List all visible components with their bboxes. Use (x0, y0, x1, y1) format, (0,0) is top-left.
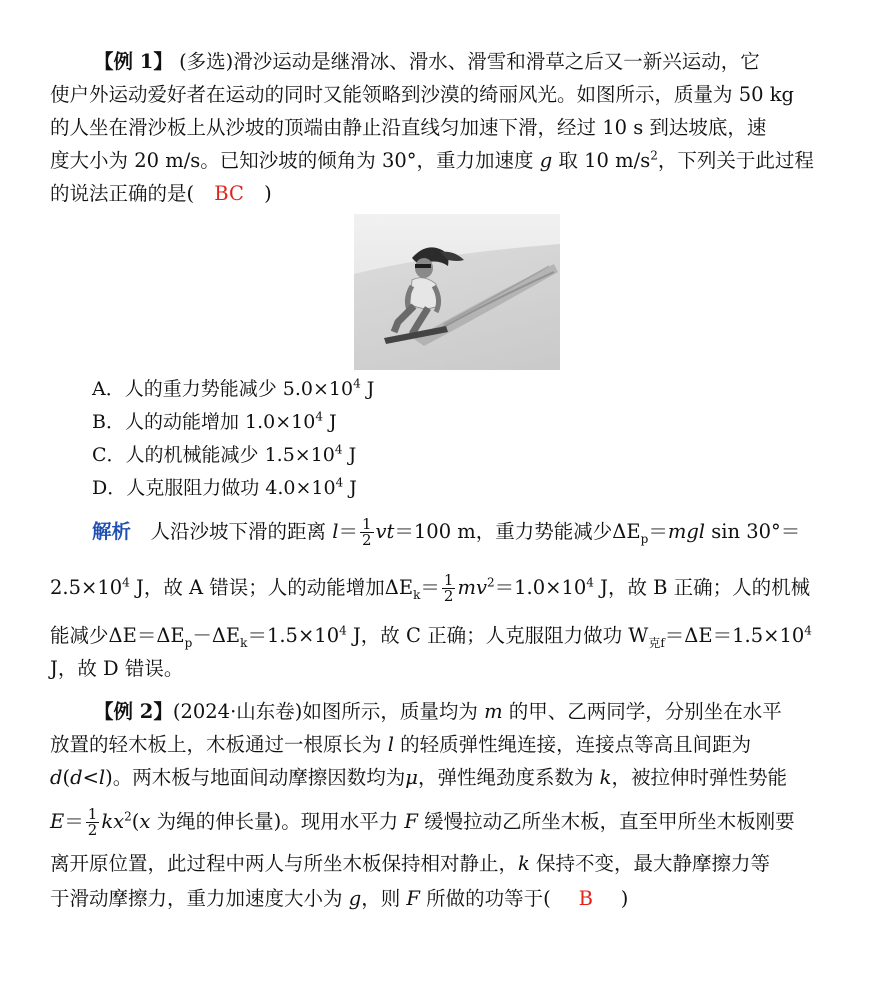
ex1-label: 【例 1】 (94, 50, 173, 73)
option-a: A．人的重力势能减少 $5.0\times 10^4$ J (92, 376, 375, 400)
ex2-line-6: 于滑动摩擦力，重力加速度大小为 g，则 F 所做的功等于( B ) (50, 883, 820, 915)
option-d: D．人克服阻力做功 $4.0\times 10^4$ J (92, 475, 357, 499)
ex2-line-3: d(d<l)。两木板与地面间动摩擦因数均为μ，弹性绳劲度系数为 k，被拉伸时弹性势能 (50, 766, 787, 789)
fraction-half: $\frac{1}{2}$ (443, 571, 454, 605)
option-c: C．人的机械能减少 $1.5\times 10^4$ J (92, 442, 357, 466)
ex2-label: 【例 2】 (94, 700, 173, 723)
solution-line-3: 能减少$\Delta E=\Delta E_p-\Delta E_k=1.5\times 10^4$ J，故 C 正确；人克服阻力做功 $W_{克f}=\Delta E=1.5\times 10^4$ (50, 623, 812, 650)
ex2-line-2: 放置的轻木板上，木板通过一根原长为 l 的轻质弹性绳连接，连接点等高且间距为 (50, 733, 752, 756)
option-b: B．人的动能增加 $1.0\times 10^4$ J (92, 409, 337, 433)
ex1-line-5: 的说法正确的是( BC ) (50, 178, 820, 210)
ex2-answer: B (578, 887, 593, 910)
solution-line-4: J，故 D 错误。 (50, 657, 184, 680)
ex2-line-4: E＝ $\frac{1}{2}$ $kx^2(x$ 为绳的伸长量)。现用水平力 F 缓慢拉动乙所坐木板，直至甲所坐木板刚要 (50, 805, 795, 839)
ex1-answer: BC (214, 182, 244, 205)
fraction-half: $\frac{1}{2}$ (361, 515, 372, 549)
solution-line-1: 解析 人沿沙坡下滑的距离 l＝ $\frac{1}{2}$ vt＝100 m，重力势能减少$\Delta E_p=mgl$ sin 30°＝ (92, 515, 801, 549)
ex1-line-2: 使户外运动爱好者在运动的同时又能领略到沙漠的绮丽风光。如图所示，质量为 50 kg (50, 83, 795, 106)
ex1-line-1: 【例 1】 (多选)滑沙运动是继滑冰、滑水、滑雪和滑草之后又一新兴运动，它 (94, 50, 760, 73)
sand-sliding-photo (354, 214, 560, 370)
fraction-half: $\frac{1}{2}$ (87, 805, 98, 839)
solution-label: 解析 (92, 520, 132, 543)
ex2-line-1: 【例 2】(2024·山东卷)如图所示，质量均为 m 的甲、乙两同学，分别坐在水平 (94, 700, 782, 723)
ex1-line-4: 度大小为 20 m/s。已知沙坡的倾角为 30°，重力加速度 g 取 10 $m/s^2$，下列关于此过程 (50, 148, 814, 172)
solution-line-2: $2.5\times 10^4$ J，故 A 错误；人的动能增加$\Delta E_k=$ $\frac{1}{2}$ $mv^2=1.0\times 10^4$ J，故 B 正确；人的机械 (50, 571, 811, 605)
ex2-line-5: 离开原位置，此过程中两人与所坐木板保持相对静止，k 保持不变，最大静摩擦力等 (50, 852, 771, 875)
ex1-line-3: 的人坐在滑沙板上从沙坡的顶端由静止沿直线匀加速下滑，经过 10 s 到达坡底，速 (50, 116, 767, 139)
